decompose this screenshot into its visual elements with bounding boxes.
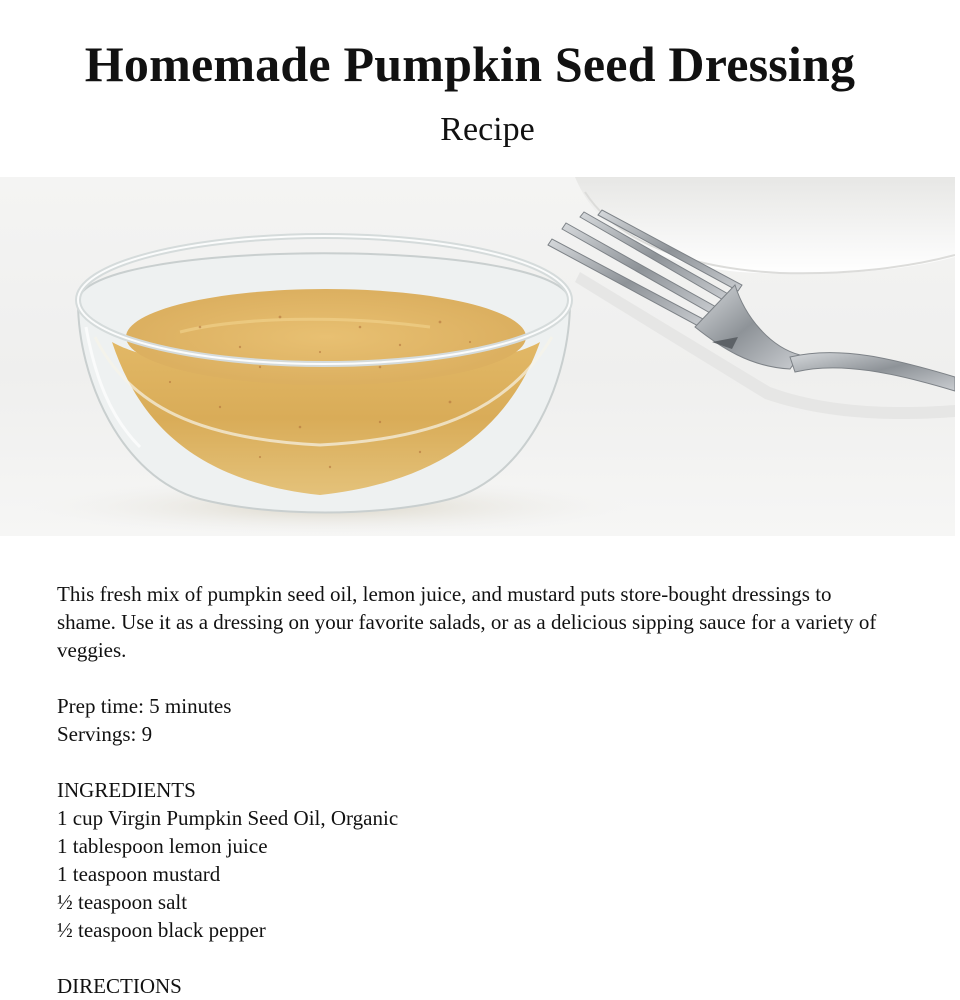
recipe-content: [57, 580, 887, 1000]
ingredient-item: 1 tablespoon lemon juice: [57, 834, 268, 858]
ingredients-list: [57, 804, 887, 944]
ingredient-item: ½ teaspoon salt: [57, 890, 188, 914]
prep-time: Prep time: 5 minutes: [57, 694, 232, 718]
intro-text: This fresh mix of pumpkin seed oil, lemon juice, and mustard puts store-bought dressings to shame. Use it as a dressing on your favorite salads, or as a delicious sipping sauce for a variety of veggies.: [57, 582, 877, 662]
servings: Servings: 9: [57, 722, 153, 746]
ingredients-heading: INGREDIENTS: [57, 778, 196, 802]
directions-heading: DIRECTIONS: [57, 974, 182, 998]
hero-image: [0, 177, 955, 536]
page-title: Homemade Pumpkin Seed Dressing: [84, 36, 856, 92]
ingredient-item: ½ teaspoon black pepper: [57, 918, 266, 942]
ingredient-item: 1 cup Virgin Pumpkin Seed Oil, Organic: [57, 806, 399, 830]
dressing-photo: [0, 177, 955, 536]
ingredient-item: 1 teaspoon mustard: [57, 862, 221, 886]
page-subtitle: Recipe: [440, 111, 535, 148]
